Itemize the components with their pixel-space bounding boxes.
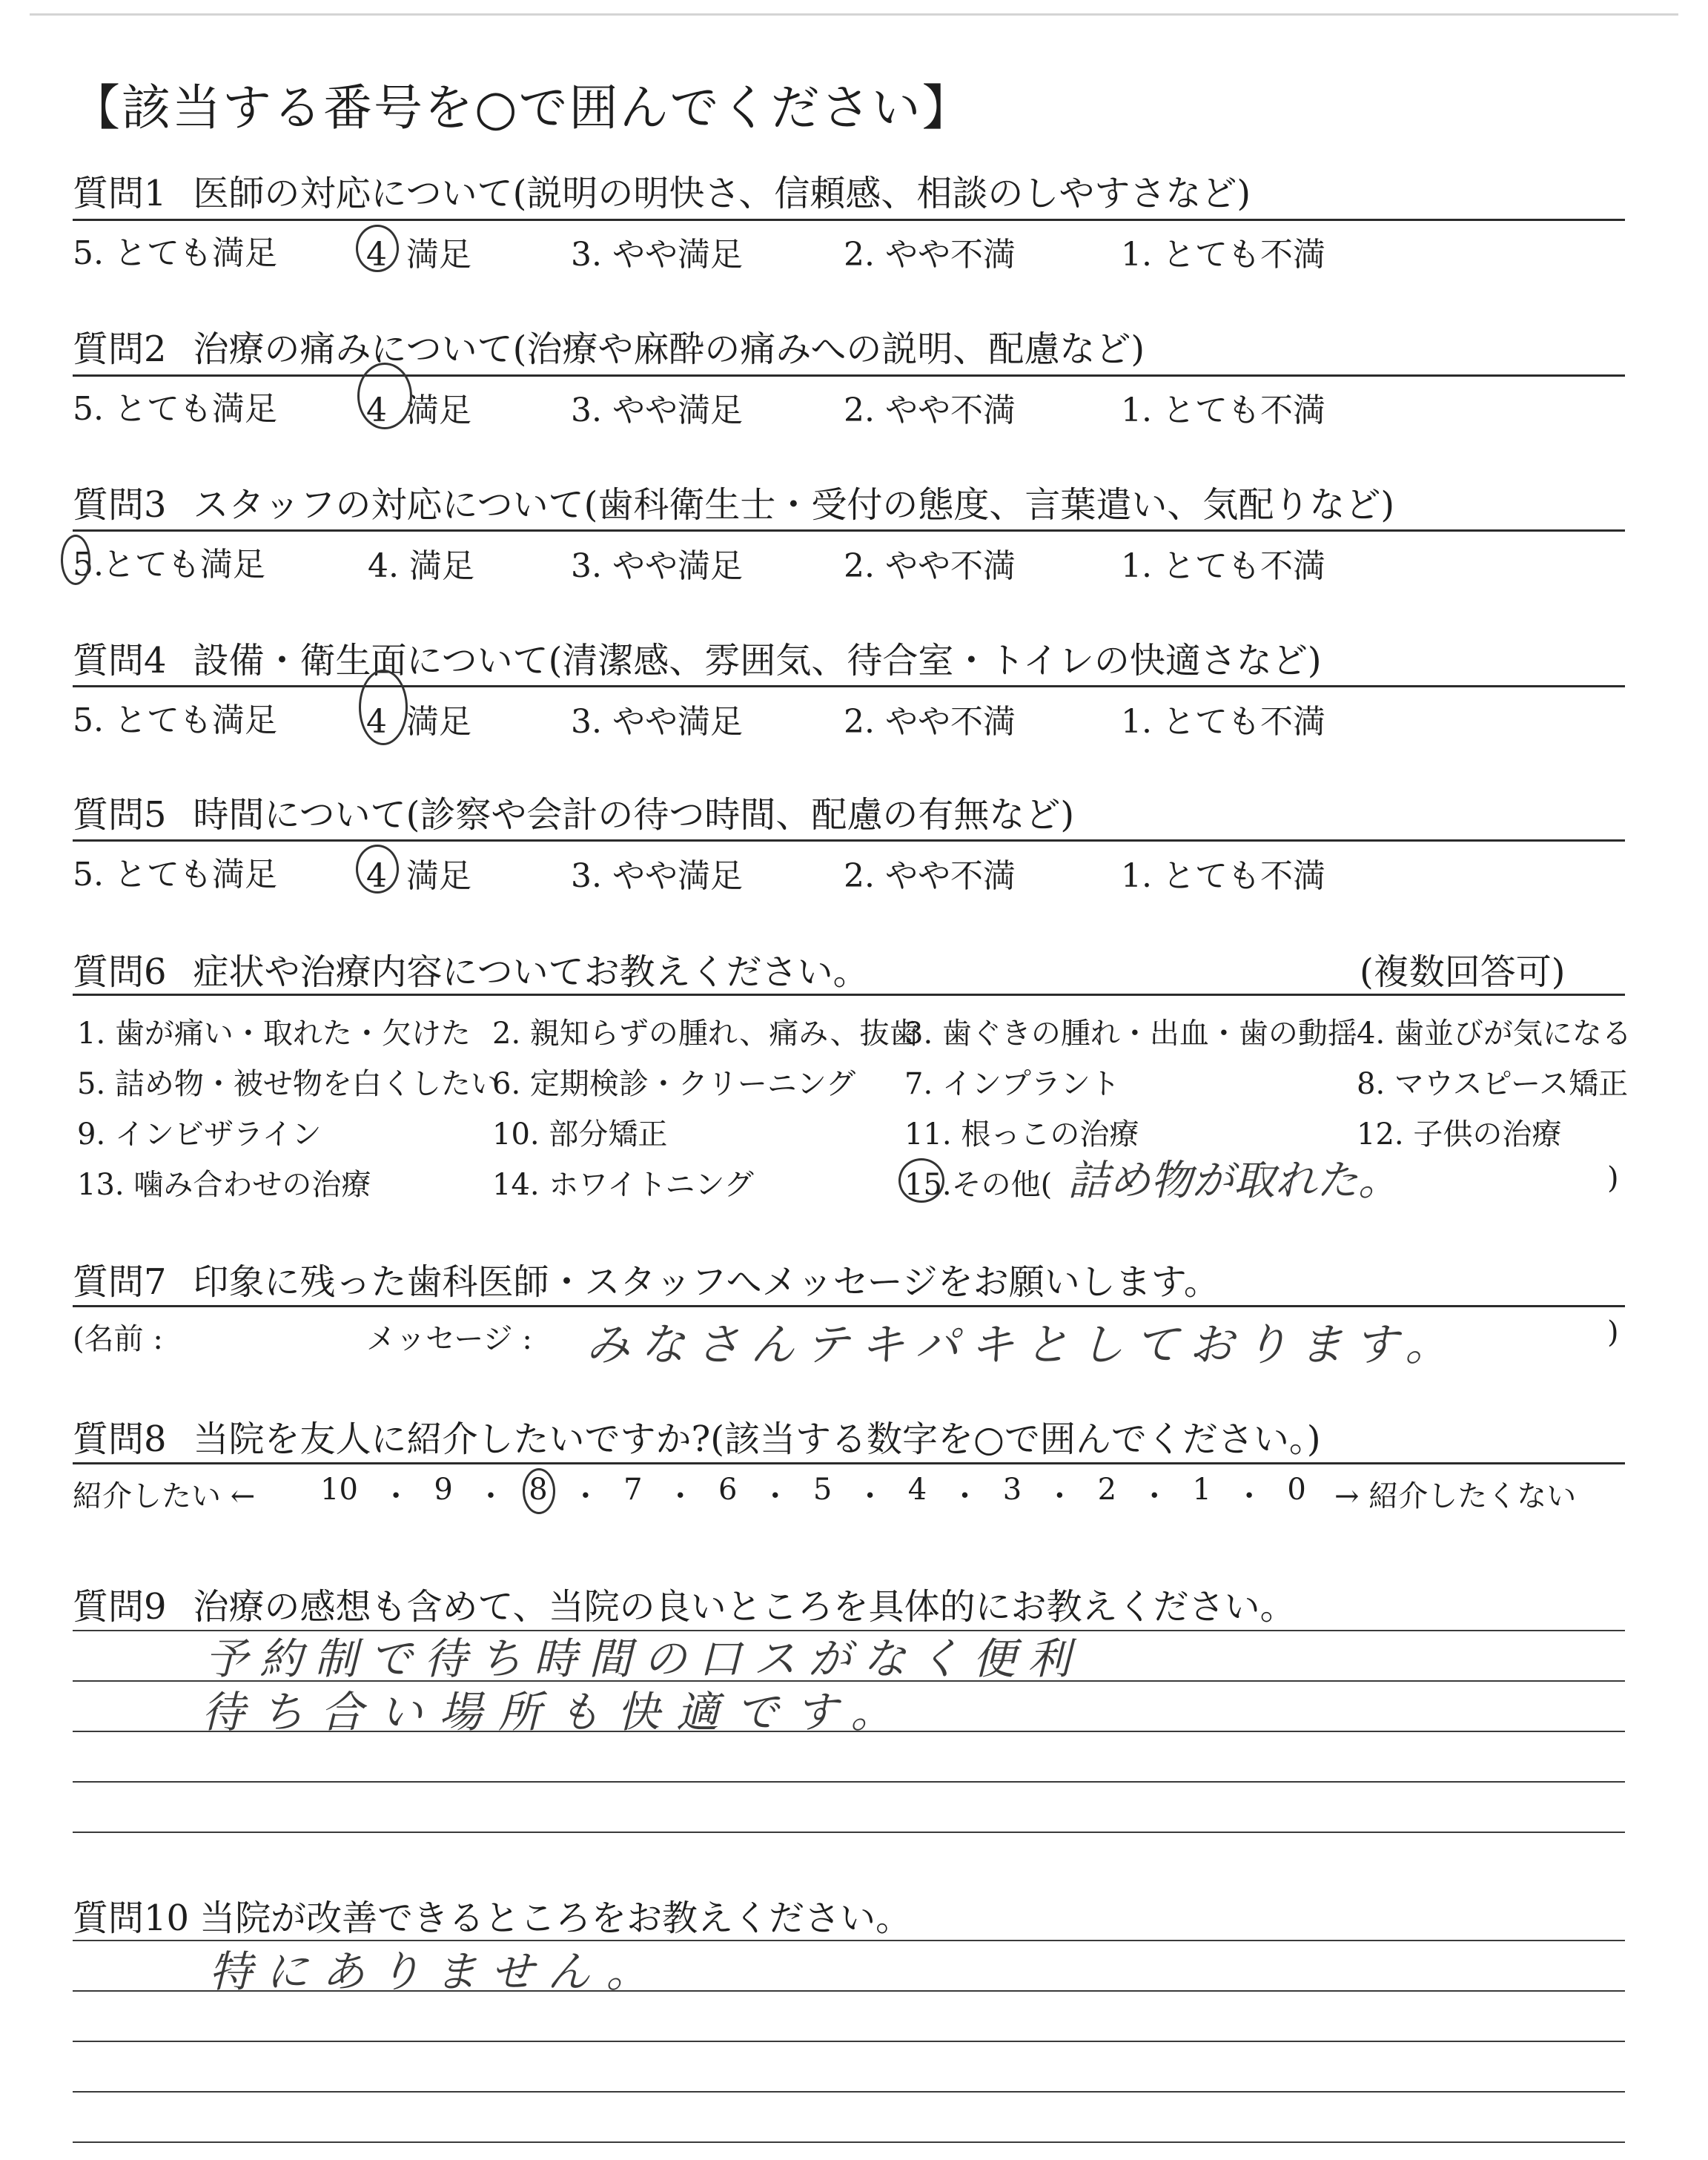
q10-line-5: [73, 2141, 1625, 2143]
answer-circle: [61, 535, 90, 585]
q1-option-5[interactable]: 5. とても満足: [73, 234, 277, 272]
q8-scale-10[interactable]: 10: [320, 1473, 358, 1507]
q7-handwritten-message[interactable]: みなさんテキパキとしております。: [586, 1319, 1460, 1371]
q6-option-4[interactable]: 4. 歯並びが気になる: [1357, 1017, 1632, 1051]
q5-option-4-circled[interactable]: 4 満足: [362, 849, 471, 896]
question-4-rule: [73, 685, 1625, 687]
question-1-rule: [73, 219, 1625, 221]
question-2-title: 質問2 治療の痛みについて(治療や麻酔の痛みへの説明、配慮など): [73, 328, 1145, 370]
q8-scale-1[interactable]: 1: [1192, 1473, 1211, 1507]
question-3-rule: [73, 529, 1625, 532]
q7-close-paren: ): [1607, 1315, 1619, 1350]
q1-option-1[interactable]: 1. とても不満: [1121, 236, 1325, 274]
q6-option-9[interactable]: 9. インビザライン: [77, 1117, 322, 1152]
q8-scale-3[interactable]: 3: [1002, 1473, 1022, 1507]
q9-handwritten-line-1[interactable]: 予約制で待ち時間の口スがなく便利: [205, 1634, 1083, 1684]
q2-option-2[interactable]: 2. やや不満: [844, 392, 1016, 429]
q8-scale-5[interactable]: 5: [812, 1473, 833, 1507]
q10-handwritten-answer[interactable]: 特にありません。: [209, 1946, 663, 1997]
q4-option-2[interactable]: 2. やや不満: [844, 703, 1016, 741]
q2-option-1[interactable]: 1. とても不満: [1121, 392, 1325, 429]
answer-circle: [523, 1468, 555, 1514]
q6-option-10[interactable]: 10. 部分矯正: [492, 1117, 668, 1152]
q8-scale: 10 ・ 9 ・ 8 ・ 7 ・ 6 ・ 5 ・ 4 ・ 3 ・ 2 ・ 1 ・ 0: [320, 1473, 1306, 1515]
q3-option-5-circled[interactable]: 5.とても満足: [73, 538, 265, 585]
q5-option-5[interactable]: 5. とても満足: [73, 856, 277, 894]
q5-option-3[interactable]: 3. やや満足: [571, 857, 743, 895]
question-8-title: 質問8 当院を友人に紹介したいですか?(該当する数字を○で囲んでください。): [73, 1418, 1321, 1460]
answer-circle: [357, 363, 412, 429]
question-10-title: 質問10 当院が改善できるところをお教えください。: [73, 1898, 912, 1939]
question-1-title: [73, 165, 1251, 216]
q4-option-3[interactable]: 3. やや満足: [571, 703, 743, 741]
q4-option-5[interactable]: 5. とても満足: [73, 701, 277, 739]
q6-option-13[interactable]: 13. 噛み合わせの治療: [77, 1168, 371, 1202]
q6-option-3[interactable]: 3. 歯ぐきの腫れ・出血・歯の動揺: [904, 1017, 1357, 1051]
answer-circle: [359, 670, 408, 745]
q2-option-5[interactable]: 5. とても満足: [73, 390, 277, 428]
q8-scale-9[interactable]: 9: [434, 1473, 453, 1507]
q5-option-1[interactable]: 1. とても不満: [1121, 857, 1325, 895]
q5-option-2[interactable]: 2. やや不満: [844, 857, 1016, 895]
q8-scale-6[interactable]: 6: [718, 1473, 738, 1507]
question-5-title: 質問5 時間について(診察や会計の待つ時間、配慮の有無など): [73, 794, 1075, 836]
q1-option-4-circled[interactable]: 4 満足: [362, 228, 471, 275]
q3-option-2[interactable]: 2. やや不満: [844, 547, 1016, 585]
question-6-rule: [73, 994, 1625, 996]
q7-message-label: メッセージ :: [366, 1322, 532, 1356]
q8-scale-0[interactable]: 0: [1287, 1473, 1306, 1507]
q2-option-3[interactable]: 3. やや満足: [571, 392, 743, 429]
q8-scale-left-label: 紹介したい ←: [73, 1479, 256, 1513]
question-6-note: (複数回答可): [1360, 951, 1566, 993]
q8-scale-2[interactable]: 2: [1097, 1473, 1117, 1507]
q3-option-1[interactable]: 1. とても不満: [1121, 547, 1325, 585]
q3-option-4[interactable]: 4. 満足: [368, 547, 474, 585]
q8-scale-7[interactable]: 7: [623, 1473, 643, 1507]
q4-option-4-circled[interactable]: 4 満足: [362, 695, 471, 742]
answer-circle: [356, 845, 399, 894]
question-5-rule: [73, 839, 1625, 842]
question-8-rule: [73, 1462, 1625, 1464]
q2-option-4-circled[interactable]: 4 満足: [362, 383, 471, 431]
question-4-title: 質問4 設備・衛生面について(清潔感、雰囲気、待合室・トイレの快適さなど): [73, 640, 1322, 681]
question-7-title: 質問7 印象に残った歯科医師・スタッフへメッセージをお願いします。: [73, 1261, 1219, 1303]
question-9-title: 質問9 治療の感想も含めて、当院の良いところを具体的にお教えください。: [73, 1586, 1296, 1628]
q6-option-6[interactable]: 6. 定期検診・クリーニング: [492, 1067, 856, 1101]
q6-option-15-circled[interactable]: 15.その他(: [904, 1161, 1052, 1203]
question-label: 質問1: [73, 173, 167, 214]
q9-line-5: [73, 1832, 1625, 1833]
q6-option-12[interactable]: 12. 子供の治療: [1357, 1117, 1562, 1152]
question-3-title: 質問3 スタッフの対応について(歯科衛生士・受付の態度、言葉遣い、気配りなど): [73, 484, 1395, 526]
question-text: 医師の対応について(説明の明快さ、信頼感、相談のしやすさなど): [193, 173, 1251, 214]
q9-handwritten-line-2[interactable]: 待ち合い場所も快適です。: [202, 1687, 910, 1737]
q10-line-3: [73, 2041, 1625, 2042]
question-6-title: 質問6 症状や治療内容についてお教えください。: [73, 951, 869, 993]
q6-option-1[interactable]: 1. 歯が痛い・取れた・欠けた: [77, 1017, 471, 1051]
q3-option-3[interactable]: 3. やや満足: [571, 547, 743, 585]
question-7-rule: [73, 1305, 1625, 1307]
q6-other-handwritten-answer[interactable]: 詰め物が取れた。: [1068, 1157, 1400, 1205]
q8-scale-4[interactable]: 4: [907, 1473, 927, 1507]
q8-scale-8-circled[interactable]: 8: [529, 1473, 547, 1515]
answer-circle: [356, 225, 399, 272]
q1-option-3[interactable]: 3. やや満足: [571, 236, 743, 274]
q6-option-14[interactable]: 14. ホワイトニング: [492, 1168, 754, 1202]
q9-line-4: [73, 1781, 1625, 1783]
q4-option-1[interactable]: 1. とても不満: [1121, 703, 1325, 741]
question-2-rule: [73, 374, 1625, 377]
q6-option-11[interactable]: 11. 根っこの治療: [904, 1117, 1139, 1152]
q6-option-2[interactable]: 2. 親知らずの腫れ、痛み、抜歯: [492, 1017, 919, 1051]
q8-scale-right-label: → 紹介したくない: [1334, 1479, 1577, 1513]
instruction-header: 【該当する番号を○で囲んでください】: [71, 79, 973, 136]
q10-line-4: [73, 2091, 1625, 2093]
q7-name-label: (名前 :: [73, 1322, 163, 1356]
page-top-edge: [30, 13, 1678, 16]
q6-option-8[interactable]: 8. マウスピース矯正: [1357, 1067, 1629, 1101]
q1-option-2[interactable]: 2. やや不満: [844, 236, 1016, 274]
q6-other-close-paren: ): [1607, 1161, 1619, 1195]
q6-option-5[interactable]: 5. 詰め物・被せ物を白くしたい: [77, 1067, 500, 1101]
answer-circle: [898, 1158, 944, 1203]
q6-option-7[interactable]: 7. インプラント: [904, 1067, 1120, 1101]
